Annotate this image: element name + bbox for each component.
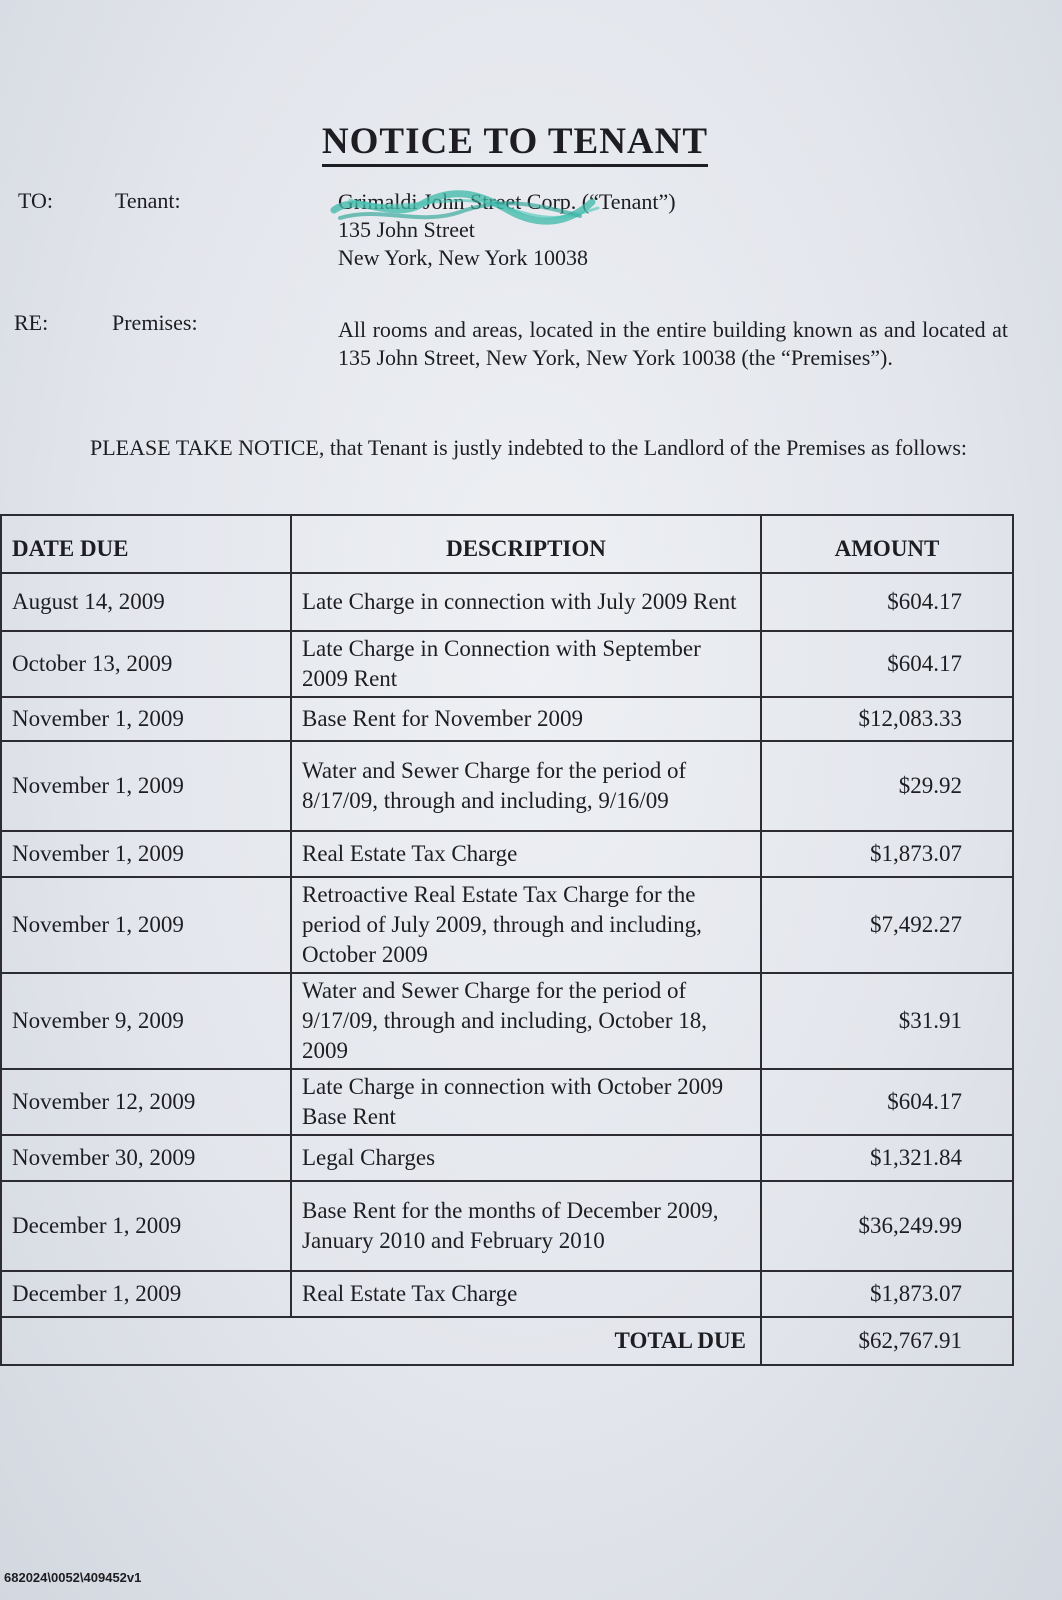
row-amount: $36,249.99: [761, 1181, 1013, 1271]
row-amount: $1,873.07: [761, 1271, 1013, 1317]
row-date: November 1, 2009: [1, 697, 291, 741]
table-row: [1, 1181, 1013, 1271]
tenant-street-line: 135 John Street: [338, 217, 475, 242]
row-description: Late Charge in Connection with September 2009 Rent: [291, 631, 761, 697]
table-row: [1, 1135, 1013, 1181]
tenant-name-line: Grimaldi John Street Corp. (“Tenant”): [338, 189, 676, 214]
row-amount: $604.17: [761, 1069, 1013, 1135]
premises-label: Premises:: [112, 310, 198, 335]
document-title: [0, 120, 1030, 163]
row-date: December 1, 2009: [1, 1271, 291, 1317]
table-row: [1, 573, 1013, 631]
row-date: November 1, 2009: [1, 741, 291, 831]
header-description: DESCRIPTION: [291, 515, 761, 573]
row-description: Base Rent for the months of December 2009, January 2010 and February 2010: [291, 1181, 761, 1271]
title-text: NOTICE TO TENANT: [322, 121, 708, 167]
row-amount: $604.17: [761, 573, 1013, 631]
row-description: Real Estate Tax Charge: [291, 831, 761, 877]
row-date: November 30, 2009: [1, 1135, 291, 1181]
row-amount: $31.91: [761, 973, 1013, 1069]
row-date: August 14, 2009: [1, 573, 291, 631]
row-amount: $1,321.84: [761, 1135, 1013, 1181]
premises-description: All rooms and areas, located in the entire building known as and located at 135 John Street, New York, New York 10038 (the “Premises”).: [338, 317, 1008, 370]
charges-table: [0, 514, 1014, 1366]
row-amount: $29.92: [761, 741, 1013, 831]
table-header-row: [1, 515, 1013, 573]
notice-paragraph: PLEASE TAKE NOTICE, that Tenant is justly indebted to the Landlord of the Premises as follows:: [90, 435, 967, 460]
row-date: November 1, 2009: [1, 831, 291, 877]
row-date: October 13, 2009: [1, 631, 291, 697]
row-description: Late Charge in connection with July 2009 Rent: [291, 573, 761, 631]
row-description: Real Estate Tax Charge: [291, 1271, 761, 1317]
table-row: [1, 1069, 1013, 1135]
row-description: Late Charge in connection with October 2009 Base Rent: [291, 1069, 761, 1135]
row-description: Legal Charges: [291, 1135, 761, 1181]
tenant-address: [338, 188, 676, 272]
row-description: Retroactive Real Estate Tax Charge for the period of July 2009, through and including, October 2009: [291, 877, 761, 973]
row-date: November 9, 2009: [1, 973, 291, 1069]
total-spacer: [1, 1317, 291, 1365]
re-label: RE:: [14, 310, 49, 335]
row-amount: $604.17: [761, 631, 1013, 697]
header-date-due: DATE DUE: [1, 515, 291, 573]
row-description: Base Rent for November 2009: [291, 697, 761, 741]
row-date: November 1, 2009: [1, 877, 291, 973]
table-row: [1, 1271, 1013, 1317]
total-due-amount: $62,767.91: [761, 1317, 1013, 1365]
tenant-label: Tenant:: [115, 188, 181, 213]
table-row: [1, 831, 1013, 877]
row-amount: $1,873.07: [761, 831, 1013, 877]
row-description: Water and Sewer Charge for the period of 9/17/09, through and including, October 18, 2009: [291, 973, 761, 1069]
row-amount: $12,083.33: [761, 697, 1013, 741]
table-row: [1, 973, 1013, 1069]
table-row: [1, 631, 1013, 697]
total-due-label: TOTAL DUE: [291, 1317, 761, 1365]
table-row: [1, 697, 1013, 741]
table-row: [1, 741, 1013, 831]
total-row: [1, 1317, 1013, 1365]
row-amount: $7,492.27: [761, 877, 1013, 973]
tenant-city-line: New York, New York 10038: [338, 245, 588, 270]
row-date: December 1, 2009: [1, 1181, 291, 1271]
to-label: TO:: [18, 188, 54, 213]
table-row: [1, 877, 1013, 973]
header-amount: AMOUNT: [761, 515, 1013, 573]
row-description: Water and Sewer Charge for the period of 8/17/09, through and including, 9/16/09: [291, 741, 761, 831]
document-reference-id: 682024\0052\409452v1: [4, 1570, 142, 1585]
row-date: November 12, 2009: [1, 1069, 291, 1135]
